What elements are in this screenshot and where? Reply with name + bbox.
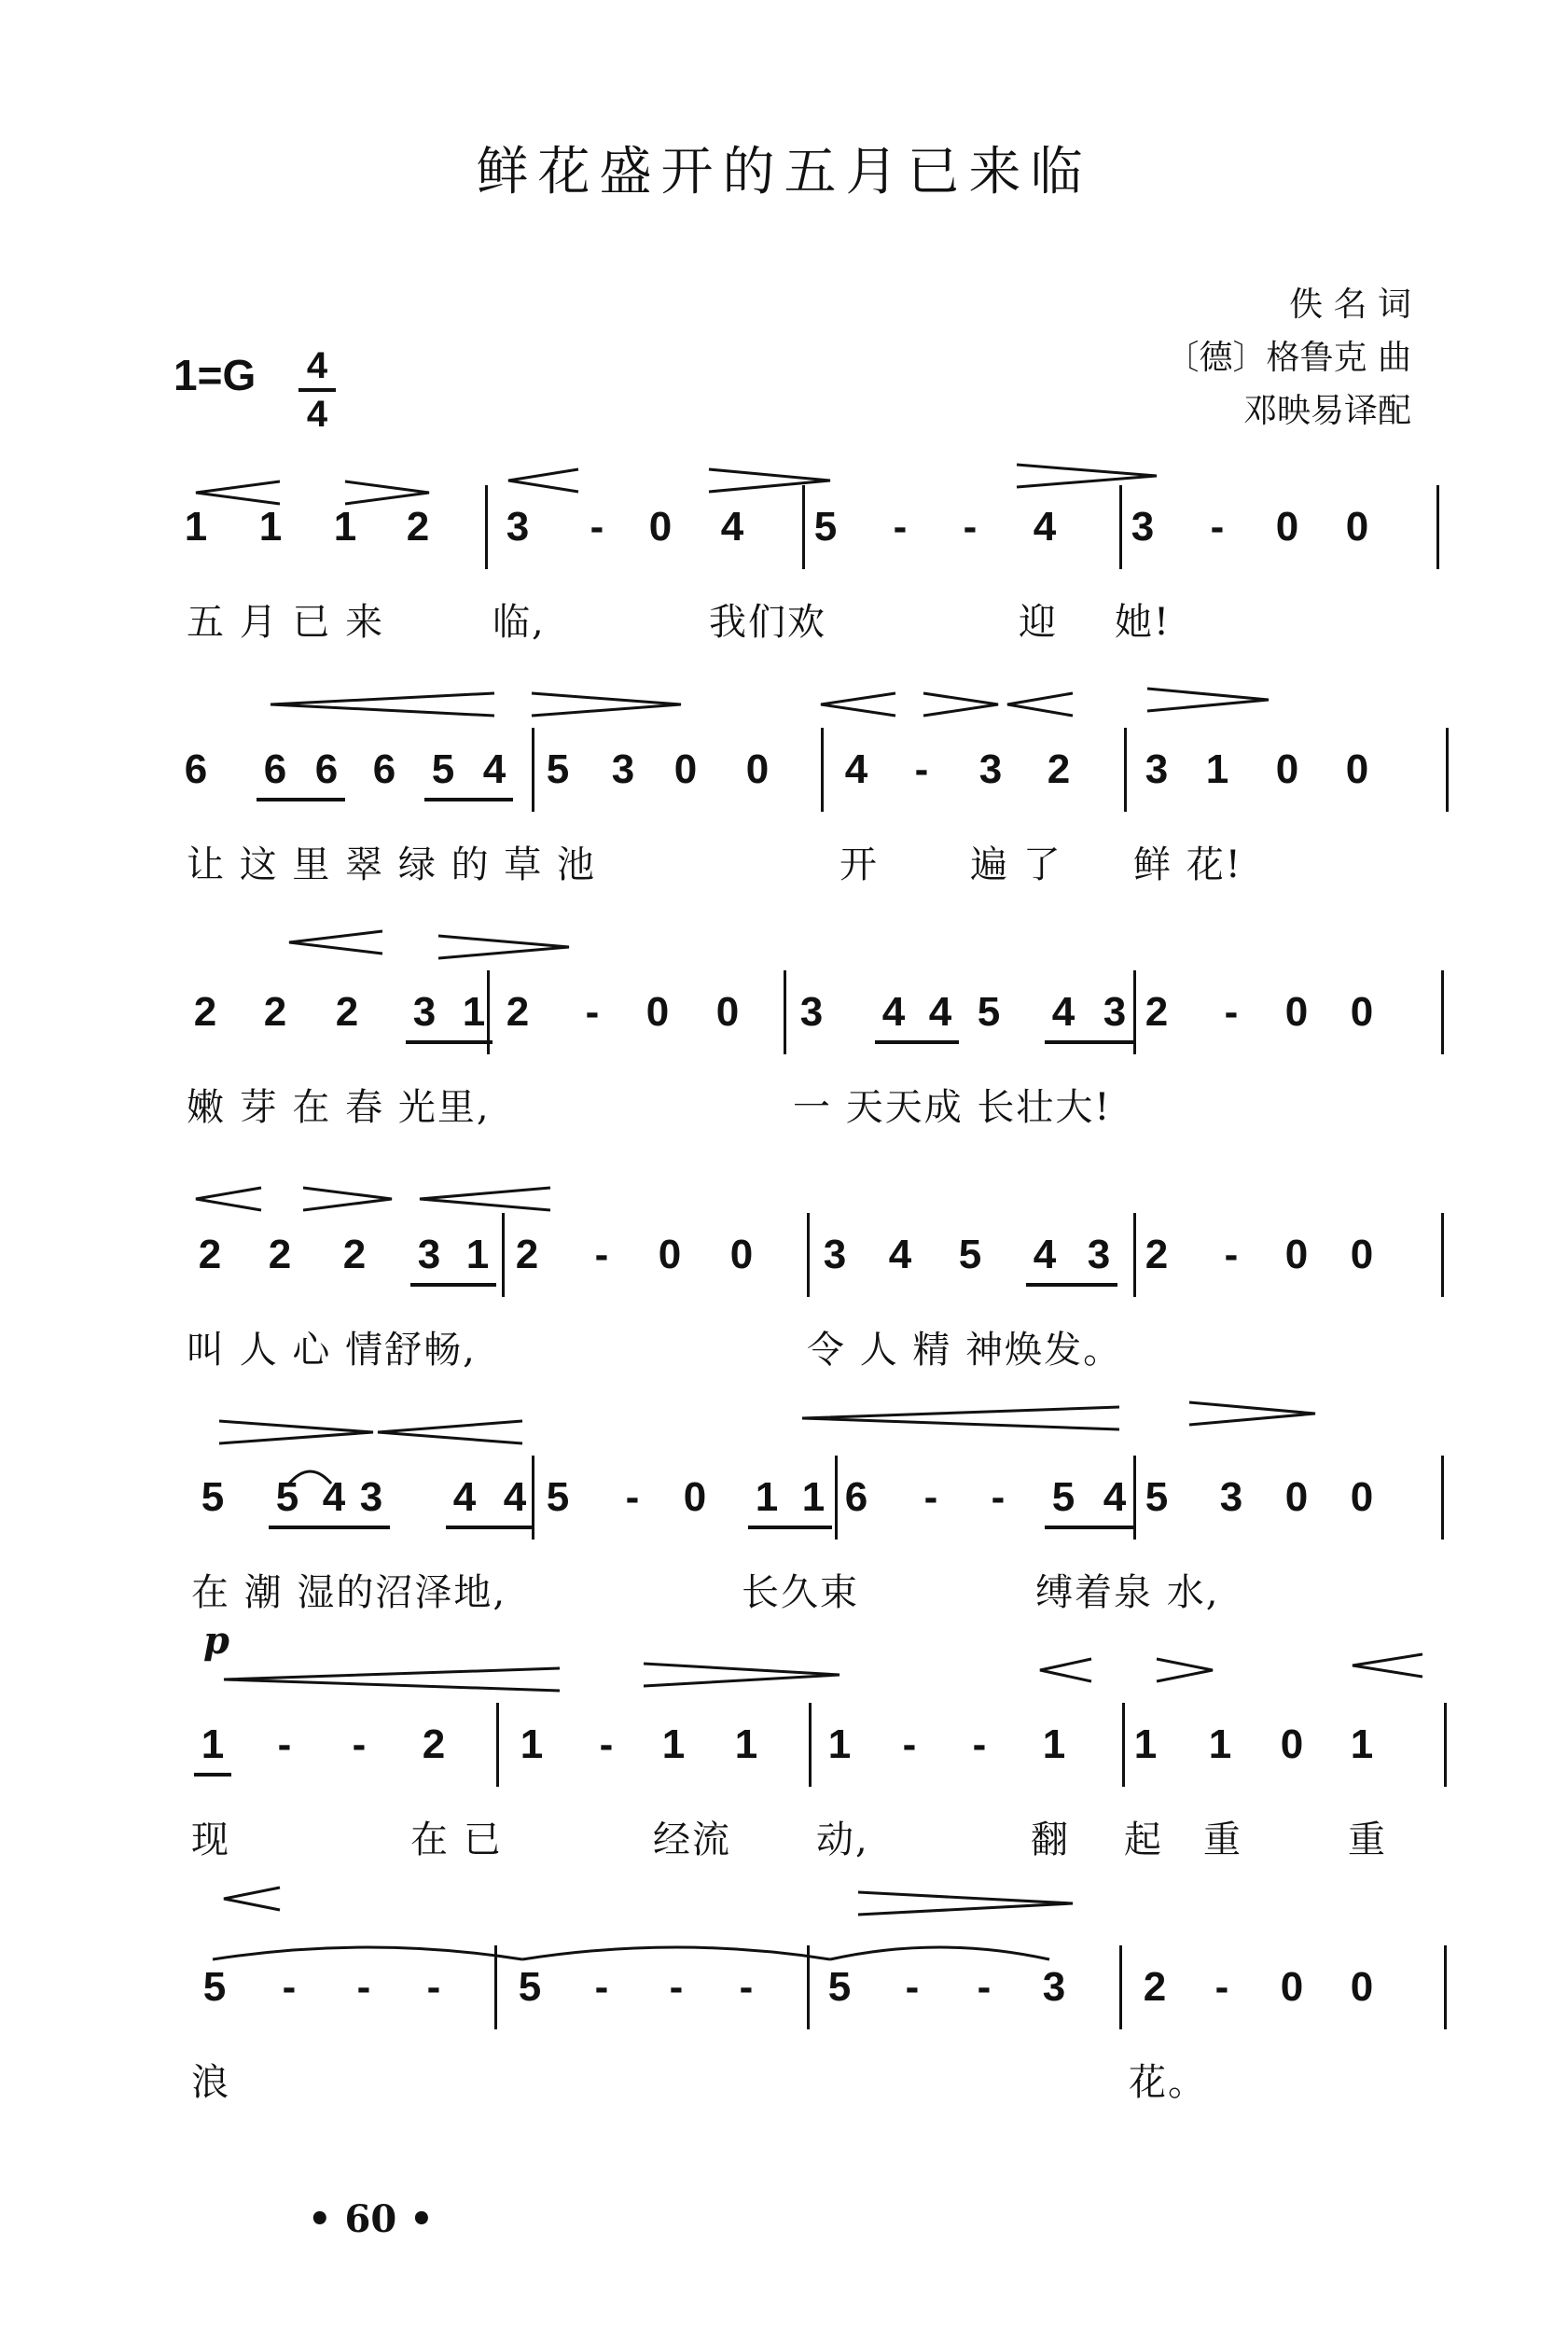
note: 3 (417, 1232, 441, 1277)
note: 0 (1284, 1232, 1309, 1277)
barline (1446, 728, 1449, 812)
note: 2 (198, 1232, 222, 1277)
tie-arc (213, 1947, 522, 1959)
lyric: 花。 (1129, 2061, 1207, 2104)
note: 3 (978, 746, 1003, 792)
lyric: 起 (1124, 1818, 1163, 1861)
decrescendo-hairpin (532, 693, 681, 716)
note: - (356, 1964, 371, 2010)
beam-underline (410, 1283, 496, 1287)
note: - (972, 1721, 987, 1767)
lyric: 重 (1348, 1818, 1387, 1861)
tie-arc (830, 1947, 1049, 1959)
note: - (963, 504, 978, 550)
note: 4 (720, 504, 744, 550)
barline (496, 1703, 499, 1787)
note: 4 (482, 746, 506, 792)
note: - (905, 1964, 920, 2010)
note: 4 (503, 1474, 527, 1520)
note: 4 (1051, 989, 1075, 1035)
note: 5 (1051, 1474, 1075, 1520)
barline (1119, 1945, 1122, 2029)
song-title: 鲜花盛开的五月已来临 (476, 142, 1092, 202)
beam-underline (875, 1040, 959, 1044)
lyric: 在 潮 湿的沼泽地, (191, 1571, 507, 1614)
note: 0 (648, 504, 673, 550)
note: 0 (729, 1232, 754, 1277)
barline (1444, 1945, 1447, 2029)
note: 3 (799, 989, 824, 1035)
decrescendo-hairpin (1189, 1402, 1315, 1425)
crescendo-hairpin (821, 693, 895, 716)
crescendo-hairpin (196, 481, 280, 504)
note: 1 (1042, 1721, 1066, 1767)
barline (1441, 1456, 1444, 1540)
note: 3 (359, 1474, 383, 1520)
note: 5 (202, 1964, 227, 2010)
translator-credit: 邓映易译配 (1242, 392, 1411, 430)
note: 2 (342, 1232, 367, 1277)
note: 6 (263, 746, 287, 792)
beam-underline (1045, 1040, 1133, 1044)
lyric: 她! (1115, 601, 1172, 644)
lyricist-credit: 佚 名 词 (1289, 286, 1411, 324)
note: 5 (827, 1964, 852, 2010)
note: 2 (422, 1721, 446, 1767)
note: - (282, 1964, 297, 2010)
note: - (1224, 1232, 1239, 1277)
note: 0 (1280, 1964, 1304, 2010)
note: - (594, 1232, 609, 1277)
note: 2 (1145, 989, 1169, 1035)
note: 6 (314, 746, 339, 792)
barline (1133, 1213, 1136, 1297)
note: 3 (1042, 1964, 1066, 2010)
note: 1 (465, 1232, 490, 1277)
note: 5 (977, 989, 1001, 1035)
note: 5 (546, 1474, 570, 1520)
note: - (977, 1964, 992, 2010)
note: 4 (881, 989, 906, 1035)
note: 0 (1345, 504, 1369, 550)
note: 6 (184, 746, 208, 792)
lyric: 临, (493, 601, 546, 644)
beam-underline (269, 1526, 390, 1529)
lyric: 开 (840, 843, 879, 886)
note: 1 (801, 1474, 826, 1520)
note: 3 (1103, 989, 1127, 1035)
note: 0 (658, 1232, 682, 1277)
note: - (625, 1474, 640, 1520)
note: 0 (1280, 1721, 1304, 1767)
beam-underline (406, 1040, 493, 1044)
decrescendo-hairpin (709, 469, 830, 492)
beam-underline (194, 1773, 231, 1777)
decrescendo-hairpin (438, 936, 569, 958)
note: 3 (1219, 1474, 1243, 1520)
tie-arc (522, 1947, 830, 1959)
note: 5 (518, 1964, 542, 2010)
crescendo-hairpin (1040, 1659, 1091, 1681)
lyric: 遍 了 (970, 843, 1062, 886)
note: 6 (844, 1474, 868, 1520)
note: - (590, 504, 604, 550)
note: - (669, 1964, 684, 2010)
note: 5 (1145, 1474, 1169, 1520)
note: - (426, 1964, 441, 2010)
lyric: 经流 (653, 1818, 731, 1861)
note: - (277, 1721, 292, 1767)
note: 0 (1275, 504, 1299, 550)
note: 1 (1350, 1721, 1374, 1767)
note: - (585, 989, 600, 1035)
lyric: 五 月 已 来 (187, 601, 385, 644)
barline (1441, 1213, 1444, 1297)
lyric: 让 这 里 翠 绿 的 草 池 (187, 843, 597, 886)
note: 0 (1350, 1964, 1374, 2010)
note: 3 (1131, 504, 1155, 550)
barline (1124, 728, 1127, 812)
decrescendo-hairpin (345, 481, 429, 504)
note: 2 (263, 989, 287, 1035)
time-signature-numerator: 4 (306, 345, 328, 386)
note: 0 (1350, 1232, 1374, 1277)
note: 4 (928, 989, 952, 1035)
decrescendo-hairpin (1147, 689, 1269, 711)
decrescendo-hairpin (858, 1892, 1073, 1915)
note: 2 (406, 504, 430, 550)
note: - (352, 1721, 367, 1767)
crescendo-hairpin (802, 1407, 1119, 1429)
note: 1 (201, 1721, 225, 1767)
crescendo-hairpin (378, 1421, 522, 1443)
barline (1133, 970, 1136, 1054)
note: - (1210, 504, 1225, 550)
beam-underline (748, 1526, 832, 1529)
barline (807, 1945, 810, 2029)
note: 4 (844, 746, 868, 792)
note: 1 (755, 1474, 779, 1520)
note: 1 (462, 989, 486, 1035)
barline (809, 1703, 812, 1787)
key-signature: 1=G (173, 351, 257, 399)
note: 1 (258, 504, 283, 550)
crescendo-hairpin (289, 931, 382, 954)
barline (802, 485, 805, 569)
beam-underline (1026, 1283, 1117, 1287)
note: 5 (431, 746, 455, 792)
lyric: 嫩 芽 在 春 光里, (187, 1086, 491, 1129)
barline (1119, 485, 1122, 569)
note: 2 (335, 989, 359, 1035)
crescendo-hairpin (196, 1188, 261, 1210)
lyric: 令 人 精 神焕发。 (807, 1329, 1123, 1372)
note: 3 (412, 989, 437, 1035)
beam-underline (1045, 1526, 1133, 1529)
note: 0 (715, 989, 740, 1035)
barline (821, 728, 824, 812)
note: 2 (1047, 746, 1071, 792)
barline (502, 1213, 505, 1297)
lyric: 动, (816, 1818, 869, 1861)
note: 3 (506, 504, 530, 550)
lyric: 我们欢 (709, 601, 826, 644)
note: 2 (506, 989, 530, 1035)
lyric: 现 (191, 1818, 230, 1861)
note: 0 (1345, 746, 1369, 792)
note: 1 (734, 1721, 758, 1767)
note: 6 (372, 746, 396, 792)
barline (835, 1456, 838, 1540)
note: 0 (1350, 989, 1374, 1035)
lyric: 一 天天成 长壮大! (793, 1086, 1112, 1129)
note: - (923, 1474, 938, 1520)
lyric: 迎 (1019, 601, 1058, 644)
note: 5 (546, 746, 570, 792)
note: 0 (645, 989, 670, 1035)
barline (485, 485, 488, 569)
note: 3 (1087, 1232, 1111, 1277)
note: 4 (452, 1474, 477, 1520)
note: 1 (520, 1721, 544, 1767)
note: - (594, 1964, 609, 2010)
note: 5 (813, 504, 838, 550)
barline (1441, 970, 1444, 1054)
note: - (739, 1964, 754, 2010)
note: 1 (661, 1721, 686, 1767)
crescendo-hairpin (224, 1888, 280, 1910)
note: 4 (1103, 1474, 1127, 1520)
decrescendo-hairpin (644, 1664, 840, 1686)
note: 1 (184, 504, 208, 550)
note: 0 (1350, 1474, 1374, 1520)
note: - (902, 1721, 917, 1767)
note: 1 (1133, 1721, 1158, 1767)
note: 4 (888, 1232, 912, 1277)
dynamic-marking: p (203, 1619, 229, 1663)
barline (1122, 1703, 1125, 1787)
note: - (914, 746, 929, 792)
note: 5 (275, 1474, 299, 1520)
lyric: 在 已 (410, 1818, 503, 1861)
crescendo-hairpin (1353, 1654, 1422, 1677)
crescendo-hairpin (420, 1188, 550, 1210)
note: 0 (745, 746, 770, 792)
crescendo-hairpin (1007, 693, 1073, 716)
beam-underline (257, 798, 345, 801)
beam-underline (424, 798, 513, 801)
decrescendo-hairpin (219, 1421, 373, 1443)
lyric: 鲜 花! (1133, 843, 1242, 886)
note: 3 (823, 1232, 847, 1277)
time-signature-denominator: 4 (306, 394, 328, 435)
note: 4 (1033, 504, 1057, 550)
barline (532, 728, 534, 812)
note: 2 (193, 989, 217, 1035)
note: 2 (1143, 1964, 1167, 2010)
lyric: 浪 (191, 2061, 230, 2104)
decrescendo-hairpin (1017, 465, 1157, 487)
note: 5 (958, 1232, 982, 1277)
note: 0 (1284, 1474, 1309, 1520)
note: 1 (1208, 1721, 1232, 1767)
crescendo-hairpin (271, 693, 494, 716)
barline (1436, 485, 1439, 569)
barline (784, 970, 786, 1054)
note: - (991, 1474, 1006, 1520)
note: 3 (611, 746, 635, 792)
note: 1 (1205, 746, 1229, 792)
note: 2 (1145, 1232, 1169, 1277)
note: - (1224, 989, 1239, 1035)
barline (807, 1213, 810, 1297)
note: - (599, 1721, 614, 1767)
decrescendo-hairpin (303, 1188, 392, 1210)
note: - (893, 504, 908, 550)
note: 0 (1275, 746, 1299, 792)
note: 0 (1284, 989, 1309, 1035)
note: 0 (673, 746, 698, 792)
crescendo-hairpin (224, 1668, 560, 1691)
note: 0 (683, 1474, 707, 1520)
lyric: 重 (1203, 1818, 1242, 1861)
lyric: 翻 (1031, 1818, 1070, 1861)
barline (494, 1945, 497, 2029)
page-number: • 60 • (308, 2197, 434, 2241)
note: - (1214, 1964, 1229, 2010)
lyric: 缚着泉 水, (1035, 1571, 1220, 1614)
decrescendo-hairpin (923, 693, 998, 716)
note: 4 (1033, 1232, 1057, 1277)
beam-underline (446, 1526, 534, 1529)
barline (1444, 1703, 1447, 1787)
composer-credit: 〔德〕格鲁克 曲 (1165, 339, 1411, 377)
note: 3 (1145, 746, 1169, 792)
barline (1133, 1456, 1136, 1540)
note: 1 (333, 504, 357, 550)
note: 4 (322, 1474, 346, 1520)
note: 1 (827, 1721, 852, 1767)
lyric: 长久束 (742, 1571, 859, 1614)
crescendo-hairpin (508, 469, 578, 492)
lyric: 叫 人 心 情舒畅, (187, 1329, 477, 1372)
decrescendo-hairpin (1157, 1659, 1213, 1681)
note: 5 (201, 1474, 225, 1520)
note: 2 (515, 1232, 539, 1277)
note: 2 (268, 1232, 292, 1277)
